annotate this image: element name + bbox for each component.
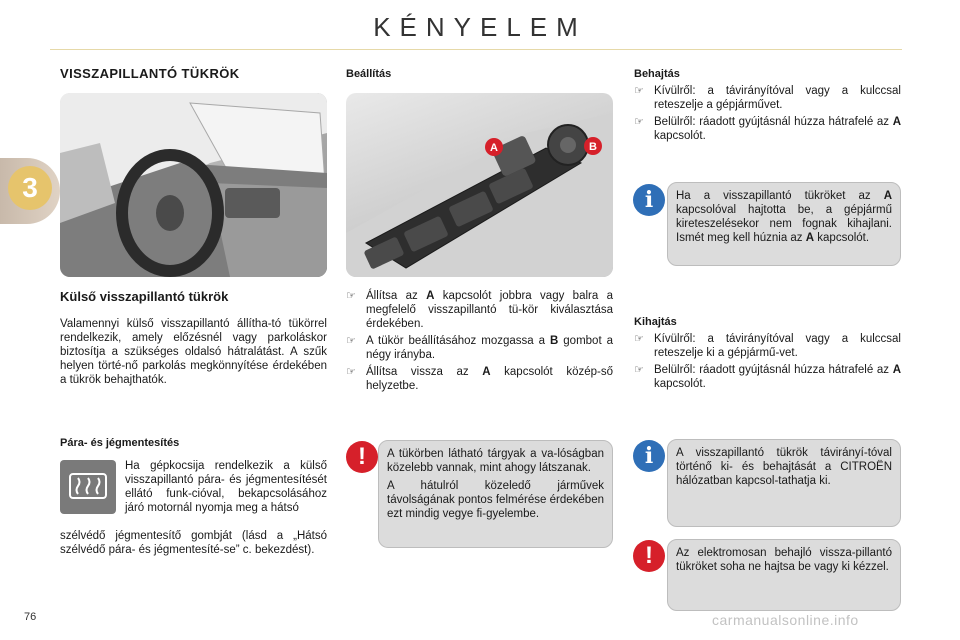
car-interior-illustration	[60, 93, 327, 277]
list-item: ☞ Belülről: ráadott gyújtásnál húzza hátrafelé az A kapcsolót.	[634, 116, 901, 142]
subsection-title: Külső visszapillantó tükrök	[60, 289, 229, 304]
list-item: ☞ Állítsa vissza az A kapcsolót közép-ső helyzetbe.	[346, 366, 614, 392]
warning-text-1: A tükörben látható tárgyak a va-lóságban közelebb vannak, mint ahogy látszanak.	[387, 448, 604, 474]
fold-bullets	[634, 84, 901, 146]
info-icon: i	[633, 184, 665, 216]
list-item: ☞ Kívülről: a távirányítóval vagy a kulccsal reteszelje ki a gépjármű-vet.	[634, 333, 901, 359]
defrost-text-beside-icon: Ha gépkocsija rendelkezik a külső visszapillantó pára- és jégmentesítését ellátó funk-cióval, bekapcsolásához járó motornál nyomja meg a hátsó	[125, 460, 327, 514]
watermark: carmanualsonline.info	[712, 612, 859, 628]
title-rule	[50, 49, 902, 50]
intro-paragraph: Valamennyi külső visszapillantó állítha-tó tükörrel rendelkezik, amely előzésnél vagy parkoláskor biztosítja a szükséges oldalsó hátralátást. A szűk helyen törté-nő parkolás megkönnyítése érdekében a tükrök behajthatók.	[60, 318, 327, 386]
warning-box-manual: Az elektromosan behajló vissza-pillantó tükröket soha ne hajtsa be vagy ki kézzel.	[667, 539, 901, 611]
car-interior-photo	[60, 93, 327, 277]
exclamation-icon: !	[346, 441, 378, 473]
warning-box-mirror	[378, 440, 613, 548]
callout-b-label: B	[589, 141, 597, 153]
defrost-heading: Pára- és jégmentesítés	[60, 437, 180, 449]
page-number: 76	[24, 611, 37, 623]
pointing-hand-icon: ☞	[346, 290, 356, 302]
list-item: ☞ A tükör beállításához mozgassa a B gombot a négy irányba.	[346, 335, 613, 361]
pointing-hand-icon: ☞	[346, 335, 356, 347]
rear-defrost-icon	[60, 460, 116, 514]
section-title: VISSZAPILLANTÓ TÜKRÖK	[60, 66, 240, 81]
adjustment-bullets	[346, 289, 613, 396]
adjustment-heading: Beállítás	[346, 68, 392, 80]
unfold-bullets	[634, 332, 901, 394]
info-box-relock: Ha a visszapillantó tükröket az A kapcsolóval hajtotta be, a gépjármű kireteszelésekor nem fognak kihajlani. Ismét meg kell húznia az A kapcsolót.	[667, 182, 901, 266]
list-item: ☞ Kívülről: a távirányítóval vagy a kulccsal reteszelje a gépjárművet.	[634, 85, 901, 111]
defrost-text-below: szélvédő jégmentesítő gombját (lásd a „Hátsó szélvédő pára- és jégmentesíté-se” c. bekezdést).	[60, 530, 327, 556]
page-title: KÉNYELEM	[373, 12, 587, 42]
list-item: ☞ Belülről: ráadott gyújtásnál húzza hátrafelé az A kapcsolót.	[634, 364, 901, 390]
pointing-hand-icon: ☞	[634, 364, 644, 376]
warning-text-2: A hátulról közeledő járművek távolságának pontos felmérése érdekében ezt mindig vegye fi-gyelembe.	[387, 480, 604, 520]
pointing-hand-icon: ☞	[634, 116, 644, 128]
pointing-hand-icon: ☞	[346, 366, 356, 378]
chapter-number: 3	[8, 166, 52, 210]
pointing-hand-icon: ☞	[634, 333, 644, 345]
pointing-hand-icon: ☞	[634, 85, 644, 97]
callout-a-label: A	[490, 142, 498, 154]
mirror-control-panel-illustration	[346, 93, 613, 277]
info-icon: i	[633, 440, 665, 472]
mirror-switch-photo	[346, 93, 613, 277]
fold-heading: Behajtás	[634, 68, 680, 80]
unfold-heading: Kihajtás	[634, 316, 677, 328]
exclamation-icon: !	[633, 540, 665, 572]
list-item: ☞ Állítsa az A kapcsolót jobbra vagy balra a megfelelő visszapillantó tü-kör kiválasztása érdekében.	[346, 290, 613, 330]
info-box-network: A visszapillantó tükrök távirányí-tóval történő ki- és behajtását a CITROËN hálózatban kapcsol-tathatja ki.	[667, 439, 901, 527]
